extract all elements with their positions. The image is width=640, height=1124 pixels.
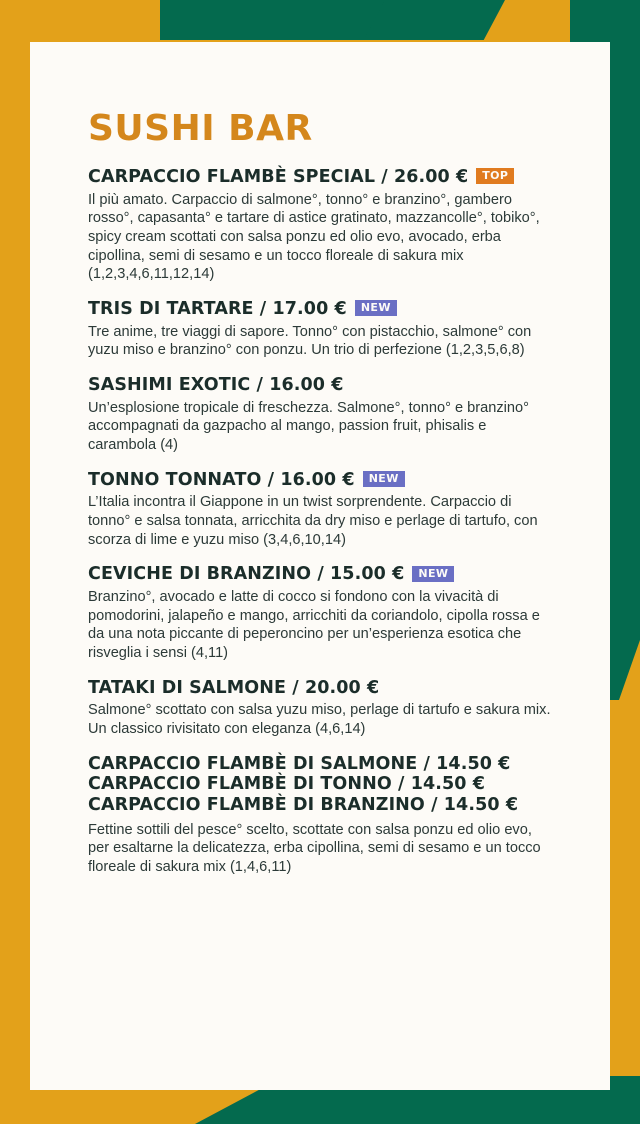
- status-badge: NEW: [363, 471, 405, 487]
- menu-item: [88, 678, 552, 739]
- orange-strip-left: [0, 0, 30, 1124]
- status-badge: TOP: [476, 168, 514, 184]
- menu-item-name: TATAKI DI SALMONE / 20.00 €: [88, 677, 380, 698]
- menu-item: [88, 375, 552, 455]
- status-badge: NEW: [412, 566, 454, 582]
- menu-item-description: Branzino°, avocado e latte di cocco si fondono con la vivacità di pomodorini, jalapeño e mango, arricchiti da coriandolo, cipolla rossa e da una nota piccante di peperoncino per un’esperienza esotica che risveglia i sensi (4,11): [88, 588, 540, 661]
- menu-item: [88, 470, 552, 550]
- menu-item-header: [88, 470, 552, 491]
- menu-item-group-names: [88, 754, 552, 816]
- menu-item-name: SASHIMI EXOTIC / 16.00 €: [88, 374, 344, 395]
- green-shape-top: [160, 0, 390, 40]
- menu-item-name: TRIS DI TARTARE / 17.00 €: [88, 299, 347, 319]
- menu-card: [30, 42, 610, 1090]
- menu-item: [88, 299, 552, 360]
- menu-item-name: CEVICHE DI BRANZINO / 15.00 €: [88, 564, 405, 585]
- menu-item-name: CARPACCIO FLAMBÈ DI SALMONE / 14.50 €: [88, 753, 511, 774]
- menu-item-header: [88, 564, 552, 585]
- menu-item-name: CARPACCIO FLAMBÈ DI TONNO / 14.50 €: [88, 774, 486, 795]
- menu-item-header: [88, 299, 552, 320]
- menu-item-name: TONNO TONNATO / 16.00 €: [88, 469, 355, 490]
- green-shape-top-angled: [364, 0, 505, 40]
- menu-item: [88, 167, 552, 284]
- menu-item-header: [88, 167, 552, 188]
- menu-item-description: Un’esplosione tropicale di freschezza. Salmone°, tonno° e branzino° accompagnati da gazpacho al mango, passion fruit, phisalis e carambola (4): [88, 399, 529, 453]
- menu-item-description: Il più amato. Carpaccio di salmone°, tonno° e branzino°, gambero rosso°, capasanta° e tartare di astice gratinato, mazzancolle°, tobiko°, spicy cream scottati con salsa ponzu ed olio evo, avocado, erba cipollina, semi di sesamo e un tocco floreale di sakura mix (1,2,3,4,6,11,12,14): [88, 191, 540, 283]
- menu-item-description: Tre anime, tre viaggi di sapore. Tonno° con pistacchio, salmone° con yuzu miso e branzino° con ponzu. Un trio di perfezione (1,2,3,5,6,8): [88, 323, 532, 359]
- menu-item-name: CARPACCIO FLAMBÈ SPECIAL / 26.00 €: [88, 167, 469, 187]
- menu-item: [88, 564, 552, 662]
- menu-item-group: [88, 754, 552, 877]
- page-title: SUSHI BAR: [88, 108, 313, 149]
- menu-item-description: Salmone° scottato con salsa yuzu miso, perlage di tartufo e sakura mix. Un classico rivisitato con eleganza (4,6,14): [88, 702, 551, 737]
- menu-item-header: [88, 375, 552, 396]
- menu-item-description: L’Italia incontra il Giappone in un twist sorprendente. Carpaccio di tonno° e salsa tonnata, arricchita da dry miso e perlage di tartufo, con scorza di lime e yuzu miso (3,4,6,10,14): [88, 494, 538, 548]
- status-badge: NEW: [355, 300, 397, 316]
- menu-item-name: CARPACCIO FLAMBÈ DI BRANZINO / 14.50 €: [88, 794, 519, 815]
- menu-item-header: [88, 678, 552, 699]
- menu-item-description: Fettine sottili del pesce° scelto, scottate con salsa ponzu ed olio evo, per esaltarne la delicatezza, erba cipollina, semi di sesamo e un tocco floreale di sakura mix (1,4,6,11): [88, 821, 541, 875]
